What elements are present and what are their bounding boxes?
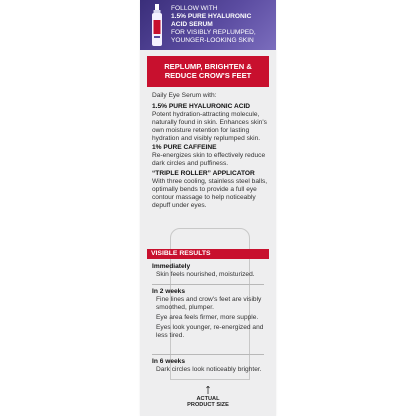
headline-line-2: REDUCE CROW'S FEET (164, 71, 252, 81)
result-text: Fine lines and crow's feet are visibly smoothed, plumper. (156, 295, 262, 311)
top-line-3: ACID SERUM (171, 20, 213, 28)
result-text: Dark circles look noticeably brighter. (156, 365, 262, 373)
serum-bottle-icon (151, 4, 163, 48)
result-text: Skin feels nourished, moisturized. (156, 270, 255, 278)
top-banner (140, 0, 276, 50)
ingredient-title: “TRIPLE ROLLER” APPLICATOR (152, 170, 255, 178)
actual-line-1: ACTUAL (196, 396, 220, 402)
ingredients-section (152, 92, 270, 212)
top-banner-text (171, 5, 275, 45)
result-2-weeks (152, 288, 270, 339)
result-text: Eye area feels firmer, more supple. (156, 313, 259, 321)
divider (152, 284, 264, 285)
arrow-up-icon (206, 386, 210, 394)
result-title: Immediately (152, 263, 191, 270)
headline-line-1: REPLUMP, BRIGHTEN & (164, 62, 252, 71)
ingredient-text: With three cooling, stainless steel balls, optimally bends to provide a full eye contour massage to help noticeably depuff under eyes. (152, 178, 268, 209)
ingredient-text: Re-energizes skin to effectively reduce dark circles and puffiness. (152, 152, 266, 168)
result-text: Eyes look younger, re-energized and less tired. (156, 323, 264, 339)
divider (152, 354, 264, 355)
result-6-weeks (152, 358, 270, 374)
result-title: In 6 weeks (152, 358, 185, 365)
top-line-2: 1.5% PURE HYALURONIC (171, 12, 252, 20)
ingredient-text: Potent hydration-attracting molecule, naturally found in skin. Enhances skin's own moisture retention for lasting hydration and visibly replumped skin. (152, 110, 267, 142)
ingredient-title: 1.5% PURE HYALURONIC ACID (152, 102, 251, 110)
actual-size-label (140, 396, 276, 409)
result-immediately (152, 263, 270, 279)
top-line-1: FOLLOW WITH (171, 5, 218, 12)
product-box-side-panel (140, 0, 276, 416)
result-title: In 2 weeks (152, 288, 185, 295)
actual-line-2: PRODUCT SIZE (187, 402, 229, 409)
top-line-4: FOR VISIBLY REPLUMPED, (171, 28, 256, 36)
top-line-5: YOUNGER-LOOKING SKIN (171, 36, 254, 44)
headline-band (147, 56, 269, 87)
intro-text: Daily Eye Serum with: (152, 92, 217, 99)
ingredient-title: 1% PURE CAFFEINE (152, 144, 217, 152)
results-band: VISIBLE RESULTS (147, 249, 269, 259)
